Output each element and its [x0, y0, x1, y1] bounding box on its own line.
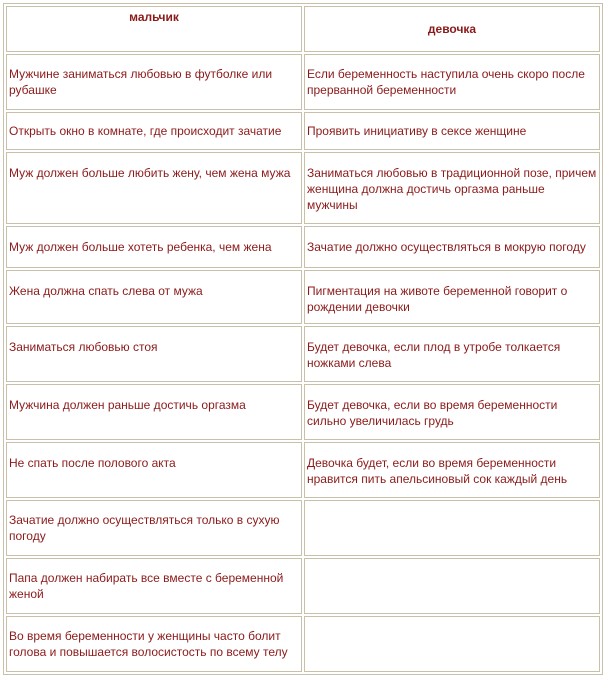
table-row: [6, 500, 600, 556]
girl-cell-text: Девочка будет, если во время беременности нравится пить апельсиновый сок каждый день: [307, 456, 568, 486]
table-row: [6, 152, 600, 224]
girl-cell-text: Пигментация на животе беременной говорит о рождении девочки: [307, 284, 568, 314]
boy-cell: Папа должен набирать все вместе с беременной женой: [6, 558, 302, 614]
girl-cell: Проявить инициативу в сексе женщине: [304, 112, 600, 150]
girl-cell: [304, 270, 600, 324]
boy-cell: [6, 384, 302, 440]
girl-cell: [304, 326, 600, 382]
table-row: [6, 54, 600, 110]
boy-cell: [6, 442, 302, 498]
table-row: [6, 326, 600, 382]
table-row: [6, 270, 600, 324]
girl-cell: [304, 616, 600, 672]
boy-cell-text: Жена должна спать слева от мужа: [9, 284, 203, 298]
header-row: [6, 6, 600, 52]
boy-cell: Во время беременности у женщины часто болит голова и повышается волосистость по всему телу: [6, 616, 302, 672]
boy-cell: Муж должен больше хотеть ребенка, чем жена: [6, 226, 302, 268]
boy-cell-text: Не спать после полового акта: [9, 456, 176, 470]
girl-cell: Зачатие должно осуществляться в мокрую погоду: [304, 226, 600, 268]
table-row: [6, 558, 600, 614]
boy-cell-text: Муж должен больше любить жену, чем жена мужа: [9, 166, 291, 180]
boy-header: мальчик: [6, 6, 302, 52]
boy-cell: [6, 326, 302, 382]
boy-cell-text: Заниматься любовью стоя: [9, 340, 158, 354]
girl-cell: [304, 500, 600, 556]
girl-cell: [304, 152, 600, 224]
girl-cell-text: Будет девочка, если плод в утробе толкается ножками слева: [307, 340, 561, 370]
signs-table: [3, 3, 603, 675]
table-row: [6, 442, 600, 498]
girl-header: девочка: [304, 6, 600, 52]
boy-cell: [6, 270, 302, 324]
table-row: [6, 226, 600, 268]
boy-cell-text: Мужчина должен раньше достичь оргазма: [9, 398, 246, 412]
boy-cell: Зачатие должно осуществляться только в сухую погоду: [6, 500, 302, 556]
girl-cell: [304, 384, 600, 440]
table-row: [6, 616, 600, 672]
table-row: [6, 112, 600, 150]
girl-cell-text: Заниматься любовью в традиционной позе, причем женщина должна достичь оргазма раньше мужчины: [307, 166, 597, 212]
girl-cell: [304, 442, 600, 498]
boy-cell: Мужчине заниматься любовью в футболке или рубашке: [6, 54, 302, 110]
boy-cell: [6, 152, 302, 224]
boy-cell: Открыть окно в комнате, где происходит зачатие: [6, 112, 302, 150]
girl-cell: Если беременность наступила очень скоро после прерванной беременности: [304, 54, 600, 110]
girl-cell: [304, 558, 600, 614]
girl-cell-text: Будет девочка, если во время беременности сильно увеличилась грудь: [307, 398, 558, 428]
table-row: [6, 384, 600, 440]
